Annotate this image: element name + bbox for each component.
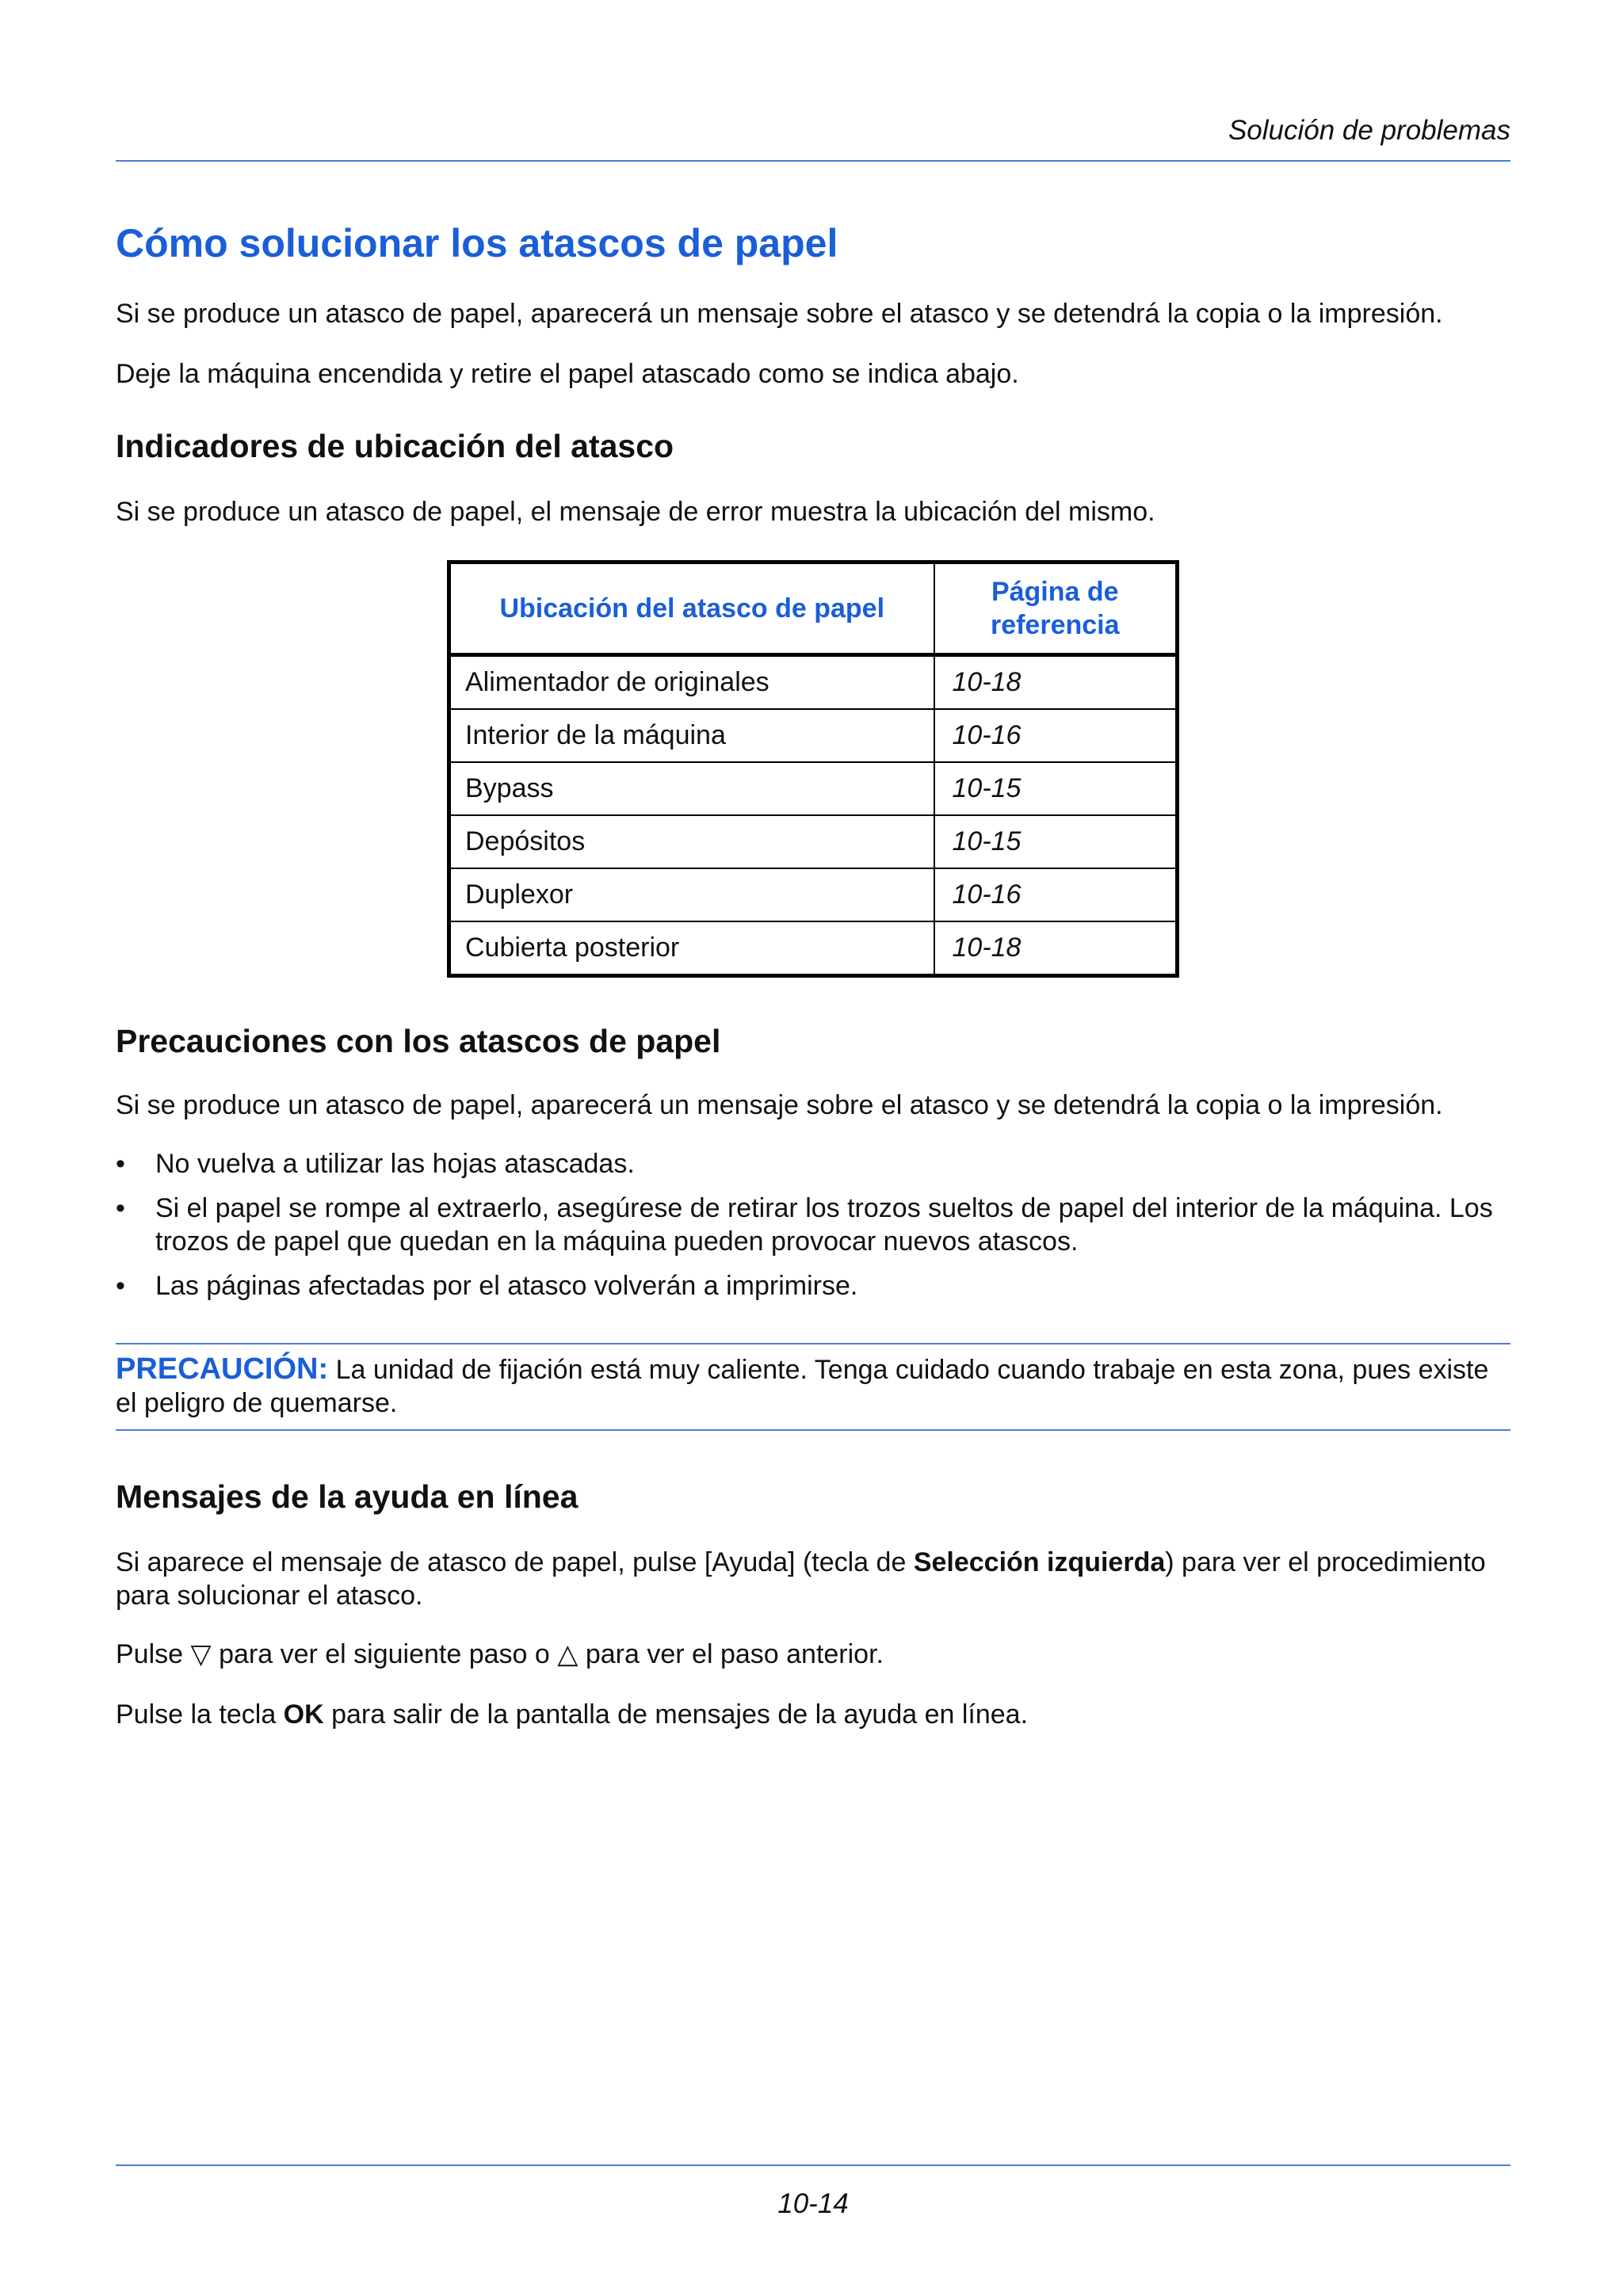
table-row: [449, 815, 1178, 868]
intro-paragraph-2: Deje la máquina encendida y retire el papel atascado como se indica abajo.: [116, 359, 1019, 389]
bullet-icon: •: [116, 1271, 125, 1301]
precautions-list: [116, 1147, 1510, 1314]
bullet-icon: •: [116, 1193, 125, 1223]
text-run: para ver el paso anterior.: [578, 1639, 884, 1669]
table-cell-location: Duplexor: [449, 868, 934, 921]
table-cell-reference: 10-15: [934, 815, 1178, 868]
list-item: [116, 1192, 1510, 1258]
table-header-location: Ubicación del atasco de papel: [449, 563, 934, 655]
text-run: para ver el siguiente paso o: [211, 1639, 558, 1669]
table-row: [449, 868, 1178, 921]
text-run: Si aparece el mensaje de atasco de papel, pulse [Ayuda] (tecla de: [116, 1547, 914, 1577]
table-cell-location: Cubierta posterior: [449, 921, 934, 976]
table-header-row: [449, 563, 1178, 655]
table-row: [449, 655, 1178, 710]
table-cell-location: Bypass: [449, 762, 934, 815]
header-rule: [116, 160, 1510, 162]
table-row: [449, 921, 1178, 976]
text-run: Pulse: [116, 1639, 191, 1669]
section-heading-online-help: Mensajes de la ayuda en línea: [116, 1478, 579, 1515]
page-number: 10-14: [777, 2188, 849, 2219]
online-help-paragraph-1: [116, 1546, 1510, 1612]
table-row: [449, 762, 1178, 815]
table-cell-location: Interior de la máquina: [449, 709, 934, 762]
text-run: para salir de la pantalla de mensajes de la ayuda en línea.: [323, 1699, 1029, 1730]
page-title: Cómo solucionar los atascos de papel: [116, 221, 838, 265]
jam-location-paragraph: Si se produce un atasco de papel, el mensaje de error muestra la ubicación del mismo.: [116, 497, 1155, 527]
table-cell-reference: 10-16: [934, 868, 1178, 921]
caution-text: La unidad de fijación está muy caliente. Tenga cuidado cuando trabaje en esta zona, pues existe el peligro de quemarse.: [116, 1355, 1489, 1418]
caution-label: PRECAUCIÓN:: [116, 1352, 329, 1386]
table-cell-reference: 10-15: [934, 762, 1178, 815]
list-item: [116, 1147, 1510, 1180]
section-heading-precautions: Precauciones con los atascos de papel: [116, 1023, 721, 1059]
online-help-paragraph-2: [116, 1638, 1510, 1671]
caution-box: [116, 1343, 1510, 1431]
text-run: Pulse la tecla: [116, 1699, 284, 1730]
table-row: [449, 709, 1178, 762]
footer-rule: [116, 2164, 1510, 2166]
triangle-up-icon: △: [557, 1639, 579, 1669]
text-run: ) para ver el procedimiento para solucionar el atasco.: [116, 1547, 1486, 1611]
table-header-reference: Página de referencia: [934, 563, 1178, 655]
table-cell-location: Depósitos: [449, 815, 934, 868]
online-help-paragraph-3: [116, 1698, 1510, 1731]
list-item: [116, 1269, 1510, 1302]
section-heading-jam-location: Indicadores de ubicación del atasco: [116, 428, 674, 464]
bullet-icon: •: [116, 1149, 125, 1179]
key-name-left-select: Selección izquierda: [913, 1547, 1166, 1577]
key-name-ok: OK: [283, 1699, 324, 1730]
list-item-text: Las páginas afectadas por el atasco volverán a imprimirse.: [155, 1271, 858, 1301]
table-cell-location: Alimentador de originales: [449, 655, 934, 710]
jam-location-table: [447, 560, 1179, 978]
table-cell-reference: 10-18: [934, 921, 1178, 976]
list-item-text: No vuelva a utilizar las hojas atascadas.: [155, 1149, 635, 1179]
table-cell-reference: 10-18: [934, 655, 1178, 710]
list-item-text: Si el papel se rompe al extraerlo, asegúrese de retirar los trozos sueltos de papel del interior de la máquina. Los trozos de papel que quedan en la máquina pueden provocar nuevos atascos.: [155, 1193, 1493, 1257]
intro-paragraph-1: Si se produce un atasco de papel, aparecerá un mensaje sobre el atasco y se detendrá la copia o la impresión.: [116, 299, 1443, 329]
triangle-down-icon: ▽: [190, 1639, 212, 1669]
table-cell-reference: 10-16: [934, 709, 1178, 762]
precautions-paragraph: Si se produce un atasco de papel, aparecerá un mensaje sobre el atasco y se detendrá la copia o la impresión.: [116, 1090, 1443, 1120]
running-header: Solución de problemas: [1228, 115, 1510, 146]
